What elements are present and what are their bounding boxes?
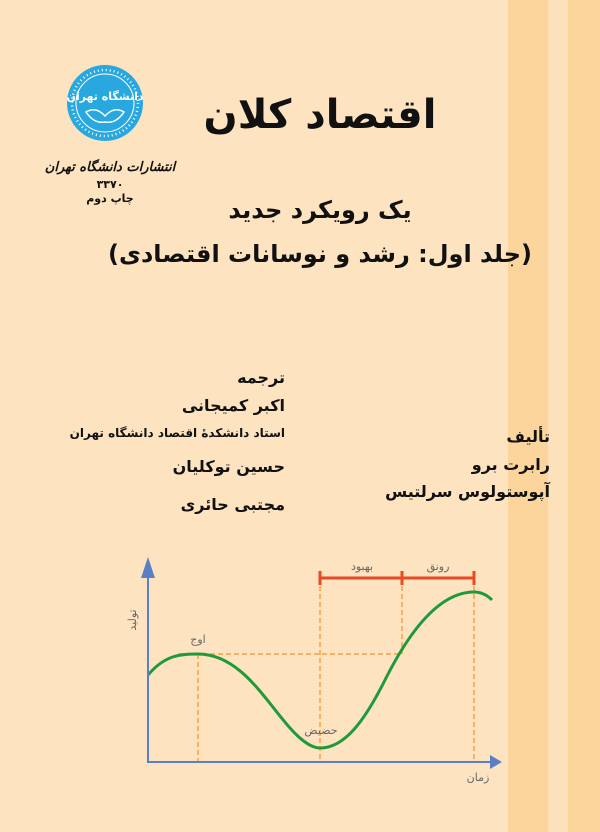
edition: چاپ دوم xyxy=(86,192,134,205)
x-axis-arrow xyxy=(490,755,502,769)
publication-number: ۳۳۷۰ xyxy=(96,178,124,191)
book-title: اقتصاد کلان xyxy=(203,92,437,138)
translator-affiliation: استاد دانشکدهٔ اقتصاد دانشگاه تهران xyxy=(69,426,285,440)
author-name: رابرت برو xyxy=(471,455,550,474)
y-axis-arrow xyxy=(141,557,155,578)
publisher-name: انتشارات دانشگاه تهران xyxy=(44,160,176,175)
translator-name: مجتبی حائری xyxy=(180,495,285,514)
boom-label: رونق xyxy=(426,560,450,573)
logo-text: دانشگاه تهران xyxy=(66,90,144,103)
translator-name: اکبر کمیجانی xyxy=(181,396,285,415)
y-axis-label: تولید xyxy=(126,609,139,631)
authors-heading: تألیف xyxy=(506,427,550,446)
recovery-label: بهبود xyxy=(350,560,374,573)
author-name: آپوستولوس سرلتیس xyxy=(385,482,550,501)
volume-title: (جلد اول: رشد و نوسانات اقتصادی) xyxy=(108,240,532,268)
translators-heading: ترجمه xyxy=(237,368,285,387)
peak-label: اوج xyxy=(190,633,206,646)
x-axis-label: زمان xyxy=(466,771,490,784)
trough-label: حضیض xyxy=(304,724,338,737)
translator-name: حسین توکلیان xyxy=(172,457,285,476)
book-subtitle: یک رویکرد جدید xyxy=(228,196,412,224)
